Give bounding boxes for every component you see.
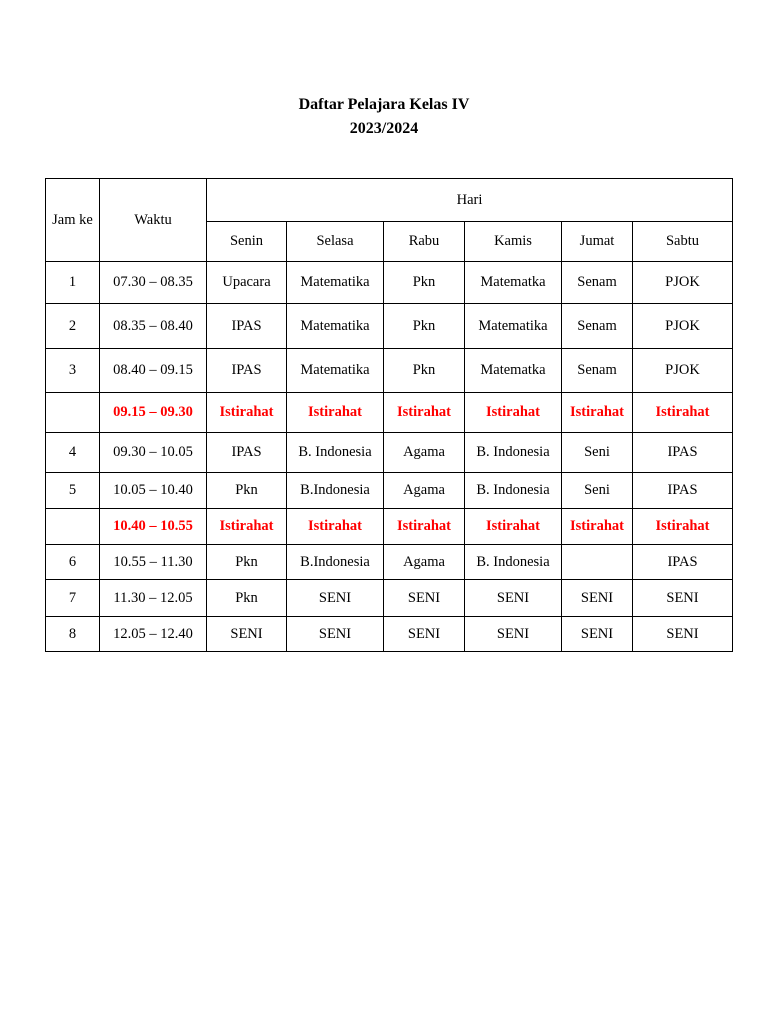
subject-cell-rabu: Agama xyxy=(384,473,465,509)
subject-cell-kamis: Istirahat xyxy=(465,509,562,545)
subject-cell-jumat: SENI xyxy=(562,580,633,617)
subject-cell-selasa: Matematika xyxy=(287,304,384,349)
subject-cell-sabtu: IPAS xyxy=(633,433,733,473)
subject-cell-senin: IPAS xyxy=(207,304,287,349)
subject-cell-selasa: B.Indonesia xyxy=(287,473,384,509)
subject-cell-senin: Istirahat xyxy=(207,509,287,545)
header-waktu: Waktu xyxy=(100,179,207,262)
subject-cell-sabtu: SENI xyxy=(633,617,733,652)
subject-cell-rabu: Pkn xyxy=(384,304,465,349)
schedule-table xyxy=(45,178,733,652)
subject-cell-jumat: Senam xyxy=(562,349,633,393)
subject-cell-rabu: Agama xyxy=(384,433,465,473)
lesson-row xyxy=(46,433,733,473)
subject-cell-selasa: B. Indonesia xyxy=(287,433,384,473)
subject-cell-selasa: Matematika xyxy=(287,349,384,393)
header-day-rabu: Rabu xyxy=(384,222,465,262)
period-number: 4 xyxy=(46,433,100,473)
subject-cell-kamis: B. Indonesia xyxy=(465,545,562,580)
header-day-sabtu: Sabtu xyxy=(633,222,733,262)
subject-cell-sabtu: Istirahat xyxy=(633,393,733,433)
header-row-top xyxy=(46,179,733,222)
subject-cell-senin: IPAS xyxy=(207,433,287,473)
period-time: 09.15 – 09.30 xyxy=(100,393,207,433)
subject-cell-rabu: Istirahat xyxy=(384,393,465,433)
subject-cell-jumat: Senam xyxy=(562,262,633,304)
subject-cell-kamis: Matematka xyxy=(465,262,562,304)
subject-cell-rabu: SENI xyxy=(384,617,465,652)
subject-cell-rabu: Istirahat xyxy=(384,509,465,545)
lesson-row xyxy=(46,349,733,393)
subject-cell-sabtu: IPAS xyxy=(633,545,733,580)
subject-cell-jumat: SENI xyxy=(562,617,633,652)
subject-cell-kamis: SENI xyxy=(465,580,562,617)
subject-cell-selasa: SENI xyxy=(287,580,384,617)
period-number: 1 xyxy=(46,262,100,304)
lesson-row xyxy=(46,304,733,349)
period-time: 10.05 – 10.40 xyxy=(100,473,207,509)
subject-cell-kamis: SENI xyxy=(465,617,562,652)
subject-cell-sabtu: Istirahat xyxy=(633,509,733,545)
break-row xyxy=(46,393,733,433)
header-day-selasa: Selasa xyxy=(287,222,384,262)
lesson-row xyxy=(46,262,733,304)
schedule-body xyxy=(46,262,733,652)
subject-cell-jumat: Istirahat xyxy=(562,509,633,545)
period-time: 09.30 – 10.05 xyxy=(100,433,207,473)
subject-cell-sabtu: PJOK xyxy=(633,349,733,393)
period-number xyxy=(46,393,100,433)
subject-cell-kamis: B. Indonesia xyxy=(465,473,562,509)
lesson-row xyxy=(46,580,733,617)
subject-cell-sabtu: PJOK xyxy=(633,304,733,349)
subject-cell-sabtu: PJOK xyxy=(633,262,733,304)
subject-cell-senin: SENI xyxy=(207,617,287,652)
subject-cell-kamis: Istirahat xyxy=(465,393,562,433)
subject-cell-kamis: B. Indonesia xyxy=(465,433,562,473)
subject-cell-rabu: Agama xyxy=(384,545,465,580)
period-time: 08.40 – 09.15 xyxy=(100,349,207,393)
period-number: 3 xyxy=(46,349,100,393)
subject-cell-senin: Istirahat xyxy=(207,393,287,433)
header-hari: Hari xyxy=(207,179,733,222)
period-number xyxy=(46,509,100,545)
subject-cell-selasa: B.Indonesia xyxy=(287,545,384,580)
subject-cell-kamis: Matematika xyxy=(465,304,562,349)
subject-cell-sabtu: SENI xyxy=(633,580,733,617)
subject-cell-selasa: Matematika xyxy=(287,262,384,304)
subject-cell-rabu: Pkn xyxy=(384,262,465,304)
period-number: 6 xyxy=(46,545,100,580)
subject-cell-rabu: Pkn xyxy=(384,349,465,393)
period-time: 07.30 – 08.35 xyxy=(100,262,207,304)
subject-cell-jumat: Istirahat xyxy=(562,393,633,433)
subject-cell-kamis: Matematka xyxy=(465,349,562,393)
period-time: 10.40 – 10.55 xyxy=(100,509,207,545)
header-jam-ke: Jam ke xyxy=(46,179,100,262)
subject-cell-selasa: Istirahat xyxy=(287,509,384,545)
subject-cell-selasa: SENI xyxy=(287,617,384,652)
period-time: 10.55 – 11.30 xyxy=(100,545,207,580)
document-title: Daftar Pelajara Kelas IV xyxy=(298,96,470,113)
document-title-block xyxy=(0,93,768,141)
lesson-row xyxy=(46,545,733,580)
lesson-row xyxy=(46,617,733,652)
period-time: 11.30 – 12.05 xyxy=(100,580,207,617)
period-number: 5 xyxy=(46,473,100,509)
subject-cell-senin: Pkn xyxy=(207,473,287,509)
subject-cell-selasa: Istirahat xyxy=(287,393,384,433)
subject-cell-sabtu: IPAS xyxy=(633,473,733,509)
period-time: 12.05 – 12.40 xyxy=(100,617,207,652)
subject-cell-jumat xyxy=(562,545,633,580)
subject-cell-senin: IPAS xyxy=(207,349,287,393)
subject-cell-senin: Upacara xyxy=(207,262,287,304)
period-number: 8 xyxy=(46,617,100,652)
period-time: 08.35 – 08.40 xyxy=(100,304,207,349)
header-day-kamis: Kamis xyxy=(465,222,562,262)
subject-cell-jumat: Senam xyxy=(562,304,633,349)
subject-cell-jumat: Seni xyxy=(562,433,633,473)
break-row xyxy=(46,509,733,545)
period-number: 2 xyxy=(46,304,100,349)
subject-cell-jumat: Seni xyxy=(562,473,633,509)
header-day-senin: Senin xyxy=(207,222,287,262)
period-number: 7 xyxy=(46,580,100,617)
lesson-row xyxy=(46,473,733,509)
header-day-jumat: Jumat xyxy=(562,222,633,262)
subject-cell-rabu: SENI xyxy=(384,580,465,617)
school-year: 2023/2024 xyxy=(349,120,419,137)
subject-cell-senin: Pkn xyxy=(207,580,287,617)
subject-cell-senin: Pkn xyxy=(207,545,287,580)
